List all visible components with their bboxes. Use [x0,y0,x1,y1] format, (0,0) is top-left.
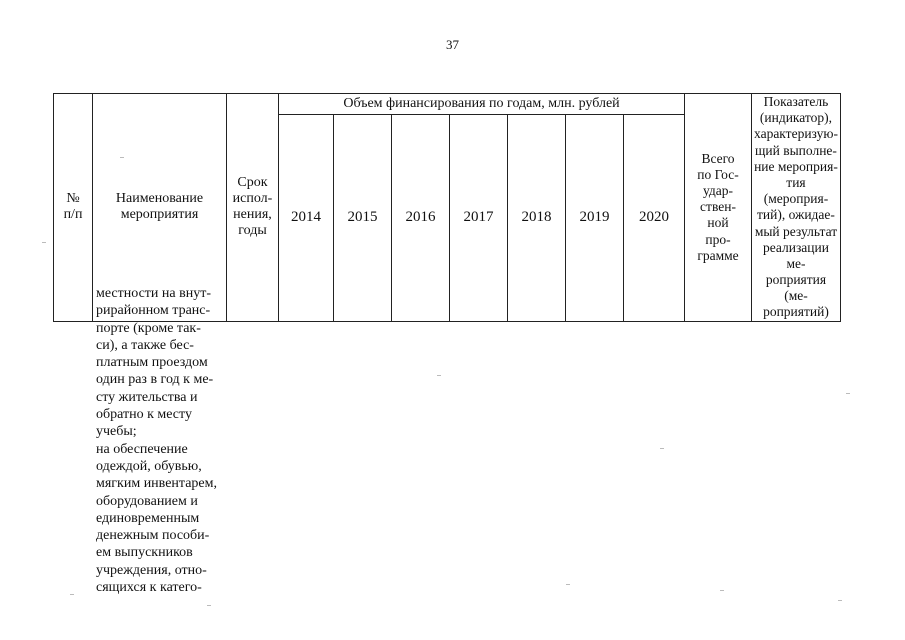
header-indicator-line: мый результат [754,223,838,239]
header-term-cell [227,94,279,322]
header-term-line: годы [238,223,267,239]
header-total-line: по Гос- [697,166,739,182]
header-indicator-line: Показатель [763,94,829,109]
header-total-line: про- [705,231,731,247]
text-line: один раз в год к ме- [96,372,214,388]
header-total-line: ной [707,215,729,231]
header-indicator-cell [752,94,841,322]
funding-group-header: Объем финансирования по годам, млн. рублей [279,94,685,115]
header-name-line: мероприятия [120,207,199,223]
year-header-2017: 2017 [450,114,508,321]
header-total-line: удар- [702,183,733,199]
header-total-line: грамме [697,247,739,263]
year-header-2020: 2020 [624,114,685,321]
scan-speck [846,393,850,394]
text-line: рирайонном транс- [96,303,211,319]
scan-speck [566,584,570,585]
text-line: учреждения, отно- [96,562,207,578]
header-indicator-line: характеризую- [754,126,838,142]
text-line: учебы; [96,424,137,440]
text-line: порте (кроме так- [96,320,201,336]
year-header-2014: 2014 [279,114,334,321]
header-name-line: Наименование [115,191,204,207]
text-line: оборудованием и [96,493,198,509]
scan-speck [437,375,441,376]
page-number: 37 [446,37,459,52]
text-line: сту жительства и [96,389,198,405]
year-header-2015: 2015 [334,114,392,321]
header-indicator-line: щий выполне- [755,142,837,158]
header-total-cell [685,94,752,322]
year-header-2018: 2018 [508,114,566,321]
year-header-2019: 2019 [566,114,624,321]
text-line: обратно к месту [96,407,192,423]
text-line: денежным пособи- [96,528,210,544]
year-header-2016: 2016 [392,114,450,321]
scan-speck [720,590,724,591]
header-indicator-line: ние мероприя- [754,158,838,174]
text-line: платным проездом [96,355,208,371]
header-term-line: нения, [233,207,272,223]
text-line: единовременным [96,510,200,526]
header-number-cell [54,94,93,322]
text-line: си), а также бес- [96,337,194,353]
header-indicator-line: тий), ожидае- [757,207,835,223]
measure-description-text [96,285,224,596]
text-line: местности на внут- [96,286,212,301]
header-total-line: Всего [701,150,735,166]
header-term-line: Срок [237,175,268,191]
header-indicator-line: (индикатор), [759,110,833,126]
header-number-line: п/п [63,207,83,223]
header-indicator-line: тия (мероприя- [763,174,829,207]
text-line: одеждой, обувью, [96,458,202,474]
header-number-line: № [66,191,80,207]
scan-speck [120,157,124,158]
text-line: на обеспечение [96,441,188,457]
header-indicator-line: роприятия (ме- [765,272,827,304]
text-line: мягким инвентарем, [96,476,217,492]
scan-speck [207,605,211,606]
scan-speck [838,600,842,601]
scan-speck [70,594,74,595]
scan-speck [42,242,46,243]
text-line: ем выпускников [96,545,193,561]
scan-speck [660,448,664,449]
header-indicator-line: роприятий) [763,304,829,320]
header-term-line: испол- [232,191,273,207]
header-indicator-line: реализации ме- [762,239,829,271]
header-total-line: ствен- [700,199,736,215]
text-line: сящихся к катего- [96,580,202,596]
